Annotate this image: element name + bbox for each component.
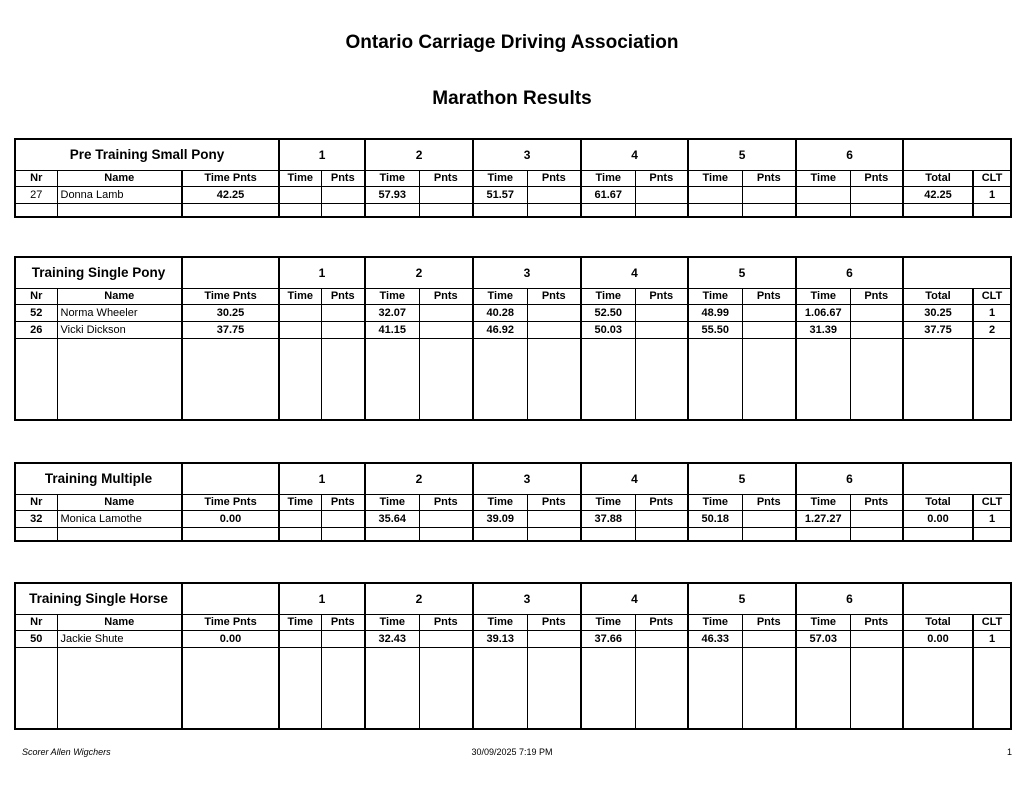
obstacle-6-time: 1.27.27 bbox=[796, 511, 850, 528]
obstacle-1-time bbox=[279, 322, 321, 339]
obstacle-1-pnts bbox=[321, 322, 365, 339]
empty-cell bbox=[527, 528, 581, 542]
obstacle-header-3: 3 bbox=[473, 139, 581, 171]
obstacle-3-time: 51.57 bbox=[473, 187, 527, 204]
col-header-pnts: Pnts bbox=[419, 289, 473, 305]
obstacle-1-time bbox=[279, 305, 321, 322]
class-category-title: Training Multiple bbox=[15, 463, 182, 495]
empty-cell bbox=[182, 528, 279, 542]
entry-total: 0.00 bbox=[903, 511, 973, 528]
col-header-pnts: Pnts bbox=[635, 289, 688, 305]
empty-cell bbox=[903, 648, 973, 730]
empty-cell bbox=[973, 204, 1011, 218]
empty-cell bbox=[796, 528, 850, 542]
col-header-name: Name bbox=[57, 171, 182, 187]
empty-cell bbox=[527, 204, 581, 218]
empty-cell bbox=[15, 648, 57, 730]
class-category-title: Pre Training Small Pony bbox=[15, 139, 279, 171]
entry-name: Vicki Dickson bbox=[57, 322, 182, 339]
obstacle-header-5: 5 bbox=[688, 139, 796, 171]
col-header-time: Time bbox=[688, 495, 742, 511]
obstacle-6-time bbox=[796, 187, 850, 204]
obstacle-3-time: 39.09 bbox=[473, 511, 527, 528]
obstacle-header-3: 3 bbox=[473, 583, 581, 615]
empty-row bbox=[15, 528, 1011, 542]
empty-cell bbox=[365, 204, 419, 218]
empty-cell bbox=[527, 339, 581, 421]
empty-cell bbox=[365, 648, 419, 730]
obstacle-3-time: 39.13 bbox=[473, 631, 527, 648]
col-header-name: Name bbox=[57, 495, 182, 511]
total-group-header bbox=[903, 139, 1011, 171]
obstacle-header-4: 4 bbox=[581, 463, 688, 495]
col-header-time: Time bbox=[473, 171, 527, 187]
empty-cell bbox=[742, 648, 796, 730]
empty-cell bbox=[321, 648, 365, 730]
obstacle-4-time: 61.67 bbox=[581, 187, 635, 204]
col-header-pnts: Pnts bbox=[419, 495, 473, 511]
obstacle-header-5: 5 bbox=[688, 257, 796, 289]
col-header-pnts: Pnts bbox=[742, 289, 796, 305]
obstacle-3-time: 40.28 bbox=[473, 305, 527, 322]
empty-cell bbox=[419, 339, 473, 421]
obstacle-6-time: 31.39 bbox=[796, 322, 850, 339]
page-number: 1 bbox=[1006, 747, 1012, 757]
empty-cell bbox=[182, 204, 279, 218]
empty-cell bbox=[279, 204, 321, 218]
obstacle-6-pnts bbox=[850, 322, 903, 339]
col-header-time: Time bbox=[581, 171, 635, 187]
obstacle-5-pnts bbox=[742, 511, 796, 528]
empty-cell bbox=[182, 648, 279, 730]
obstacle-4-time: 52.50 bbox=[581, 305, 635, 322]
col-header-pnts: Pnts bbox=[419, 171, 473, 187]
obstacle-1-pnts bbox=[321, 511, 365, 528]
obstacle-5-time: 55.50 bbox=[688, 322, 742, 339]
entry-nr: 27 bbox=[15, 187, 57, 204]
obstacle-3-time: 46.92 bbox=[473, 322, 527, 339]
table-row bbox=[15, 305, 1011, 322]
empty-cell bbox=[57, 648, 182, 730]
obstacle-3-pnts bbox=[527, 511, 581, 528]
obstacle-header-3: 3 bbox=[473, 257, 581, 289]
empty-cell bbox=[688, 204, 742, 218]
col-header-time-pnts: Time Pnts bbox=[182, 615, 279, 631]
obstacle-1-time bbox=[279, 631, 321, 648]
obstacle-6-time: 1.06.67 bbox=[796, 305, 850, 322]
obstacle-3-pnts bbox=[527, 631, 581, 648]
empty-cell bbox=[279, 528, 321, 542]
col-header-time-pnts: Time Pnts bbox=[182, 495, 279, 511]
entry-name: Jackie Shute bbox=[57, 631, 182, 648]
results-table bbox=[14, 462, 1012, 542]
empty-cell bbox=[15, 339, 57, 421]
empty-cell bbox=[796, 648, 850, 730]
obstacle-1-pnts bbox=[321, 187, 365, 204]
blank-header-cell bbox=[182, 583, 279, 615]
class-table-pre-training-small-pony bbox=[14, 138, 1010, 218]
col-header-time: Time bbox=[279, 171, 321, 187]
empty-cell bbox=[973, 528, 1011, 542]
empty-cell bbox=[796, 339, 850, 421]
empty-cell bbox=[903, 204, 973, 218]
empty-cell bbox=[321, 339, 365, 421]
col-header-time: Time bbox=[688, 615, 742, 631]
entry-time-pnts: 30.25 bbox=[182, 305, 279, 322]
col-header-time: Time bbox=[365, 615, 419, 631]
results-table bbox=[14, 256, 1012, 421]
obstacle-header-5: 5 bbox=[688, 583, 796, 615]
col-header-total: Total bbox=[903, 615, 973, 631]
results-table bbox=[14, 582, 1012, 730]
empty-cell bbox=[742, 204, 796, 218]
obstacle-2-time: 35.64 bbox=[365, 511, 419, 528]
empty-cell bbox=[742, 339, 796, 421]
empty-cell bbox=[581, 339, 635, 421]
obstacle-header-2: 2 bbox=[365, 257, 473, 289]
empty-cell bbox=[419, 648, 473, 730]
empty-cell bbox=[635, 204, 688, 218]
obstacle-5-pnts bbox=[742, 187, 796, 204]
empty-cell bbox=[473, 528, 527, 542]
obstacle-header-1: 1 bbox=[279, 257, 365, 289]
table-row bbox=[15, 511, 1011, 528]
obstacle-4-time: 37.88 bbox=[581, 511, 635, 528]
obstacle-5-time: 46.33 bbox=[688, 631, 742, 648]
col-header-nr: Nr bbox=[15, 495, 57, 511]
empty-cell bbox=[688, 648, 742, 730]
empty-cell bbox=[635, 648, 688, 730]
obstacle-3-pnts bbox=[527, 322, 581, 339]
empty-cell bbox=[182, 339, 279, 421]
obstacle-1-pnts bbox=[321, 305, 365, 322]
col-header-pnts: Pnts bbox=[635, 495, 688, 511]
col-header-pnts: Pnts bbox=[321, 171, 365, 187]
report-title: Marathon Results bbox=[432, 88, 592, 109]
empty-row bbox=[15, 204, 1011, 218]
obstacle-5-pnts bbox=[742, 322, 796, 339]
empty-row bbox=[15, 648, 1011, 730]
col-header-time: Time bbox=[365, 171, 419, 187]
col-header-time: Time bbox=[279, 615, 321, 631]
entry-nr: 26 bbox=[15, 322, 57, 339]
col-header-time: Time bbox=[365, 289, 419, 305]
col-header-clt: CLT bbox=[973, 615, 1011, 631]
empty-cell bbox=[57, 204, 182, 218]
entry-total: 37.75 bbox=[903, 322, 973, 339]
table-row bbox=[15, 187, 1011, 204]
obstacle-header-1: 1 bbox=[279, 139, 365, 171]
empty-cell bbox=[850, 648, 903, 730]
col-header-pnts: Pnts bbox=[850, 615, 903, 631]
obstacle-header-4: 4 bbox=[581, 139, 688, 171]
empty-cell bbox=[581, 648, 635, 730]
col-header-pnts: Pnts bbox=[527, 615, 581, 631]
empty-cell bbox=[527, 648, 581, 730]
col-header-pnts: Pnts bbox=[527, 289, 581, 305]
empty-cell bbox=[419, 528, 473, 542]
obstacle-6-pnts bbox=[850, 631, 903, 648]
entry-name: Norma Wheeler bbox=[57, 305, 182, 322]
col-header-time: Time bbox=[581, 615, 635, 631]
class-category-title: Training Single Pony bbox=[15, 257, 182, 289]
obstacle-header-4: 4 bbox=[581, 583, 688, 615]
empty-cell bbox=[903, 339, 973, 421]
empty-cell bbox=[279, 648, 321, 730]
obstacle-2-pnts bbox=[419, 631, 473, 648]
results-table bbox=[14, 138, 1012, 218]
col-header-time-pnts: Time Pnts bbox=[182, 289, 279, 305]
empty-cell bbox=[321, 204, 365, 218]
col-header-name: Name bbox=[57, 289, 182, 305]
obstacle-1-time bbox=[279, 187, 321, 204]
col-header-time: Time bbox=[473, 289, 527, 305]
obstacle-header-1: 1 bbox=[279, 463, 365, 495]
entry-clt: 1 bbox=[973, 511, 1011, 528]
col-header-pnts: Pnts bbox=[742, 615, 796, 631]
empty-cell bbox=[279, 339, 321, 421]
empty-cell bbox=[15, 528, 57, 542]
col-header-name: Name bbox=[57, 615, 182, 631]
entry-clt: 1 bbox=[973, 305, 1011, 322]
empty-cell bbox=[850, 204, 903, 218]
class-category-title: Training Single Horse bbox=[15, 583, 182, 615]
empty-row bbox=[15, 339, 1011, 421]
col-header-time: Time bbox=[279, 289, 321, 305]
empty-cell bbox=[635, 528, 688, 542]
entry-clt: 1 bbox=[973, 187, 1011, 204]
col-header-clt: CLT bbox=[973, 495, 1011, 511]
empty-cell bbox=[419, 204, 473, 218]
col-header-time: Time bbox=[688, 171, 742, 187]
col-header-time: Time bbox=[581, 495, 635, 511]
col-header-time-pnts: Time Pnts bbox=[182, 171, 279, 187]
obstacle-header-2: 2 bbox=[365, 583, 473, 615]
empty-cell bbox=[365, 528, 419, 542]
empty-cell bbox=[850, 339, 903, 421]
entry-time-pnts: 0.00 bbox=[182, 511, 279, 528]
obstacle-1-time bbox=[279, 511, 321, 528]
col-header-pnts: Pnts bbox=[635, 615, 688, 631]
entry-clt: 2 bbox=[973, 322, 1011, 339]
entry-time-pnts: 42.25 bbox=[182, 187, 279, 204]
col-header-total: Total bbox=[903, 289, 973, 305]
obstacle-4-pnts bbox=[635, 511, 688, 528]
col-header-pnts: Pnts bbox=[527, 495, 581, 511]
empty-cell bbox=[688, 339, 742, 421]
entry-nr: 50 bbox=[15, 631, 57, 648]
col-header-nr: Nr bbox=[15, 171, 57, 187]
obstacle-6-pnts bbox=[850, 187, 903, 204]
empty-cell bbox=[473, 339, 527, 421]
class-table-training-multiple bbox=[14, 462, 1010, 542]
entry-total: 30.25 bbox=[903, 305, 973, 322]
obstacle-2-time: 32.07 bbox=[365, 305, 419, 322]
empty-cell bbox=[473, 648, 527, 730]
obstacle-3-pnts bbox=[527, 305, 581, 322]
obstacle-header-6: 6 bbox=[796, 257, 903, 289]
entry-total: 42.25 bbox=[903, 187, 973, 204]
obstacle-2-time: 57.93 bbox=[365, 187, 419, 204]
entry-name: Donna Lamb bbox=[57, 187, 182, 204]
entry-nr: 52 bbox=[15, 305, 57, 322]
entry-time-pnts: 37.75 bbox=[182, 322, 279, 339]
obstacle-4-pnts bbox=[635, 322, 688, 339]
col-header-clt: CLT bbox=[973, 171, 1011, 187]
obstacle-5-pnts bbox=[742, 305, 796, 322]
col-header-total: Total bbox=[903, 495, 973, 511]
table-row bbox=[15, 631, 1011, 648]
empty-cell bbox=[850, 528, 903, 542]
total-group-header bbox=[903, 257, 1011, 289]
obstacle-3-pnts bbox=[527, 187, 581, 204]
empty-cell bbox=[365, 339, 419, 421]
obstacle-header-4: 4 bbox=[581, 257, 688, 289]
entry-total: 0.00 bbox=[903, 631, 973, 648]
obstacle-header-6: 6 bbox=[796, 463, 903, 495]
obstacle-4-pnts bbox=[635, 305, 688, 322]
entry-time-pnts: 0.00 bbox=[182, 631, 279, 648]
col-header-pnts: Pnts bbox=[527, 171, 581, 187]
col-header-pnts: Pnts bbox=[742, 495, 796, 511]
col-header-pnts: Pnts bbox=[850, 289, 903, 305]
col-header-time: Time bbox=[581, 289, 635, 305]
obstacle-2-pnts bbox=[419, 187, 473, 204]
blank-header-cell bbox=[182, 463, 279, 495]
empty-cell bbox=[15, 204, 57, 218]
empty-cell bbox=[581, 204, 635, 218]
empty-cell bbox=[973, 648, 1011, 730]
col-header-nr: Nr bbox=[15, 289, 57, 305]
col-header-time: Time bbox=[279, 495, 321, 511]
obstacle-2-time: 32.43 bbox=[365, 631, 419, 648]
table-row bbox=[15, 322, 1011, 339]
obstacle-5-time: 50.18 bbox=[688, 511, 742, 528]
entry-name: Monica Lamothe bbox=[57, 511, 182, 528]
obstacle-5-pnts bbox=[742, 631, 796, 648]
obstacle-header-2: 2 bbox=[365, 463, 473, 495]
col-header-pnts: Pnts bbox=[850, 171, 903, 187]
class-table-training-single-horse bbox=[14, 582, 1010, 730]
col-header-pnts: Pnts bbox=[321, 289, 365, 305]
entry-nr: 32 bbox=[15, 511, 57, 528]
empty-cell bbox=[742, 528, 796, 542]
col-header-time: Time bbox=[473, 615, 527, 631]
col-header-time: Time bbox=[473, 495, 527, 511]
obstacle-2-pnts bbox=[419, 322, 473, 339]
entry-clt: 1 bbox=[973, 631, 1011, 648]
obstacle-header-5: 5 bbox=[688, 463, 796, 495]
col-header-pnts: Pnts bbox=[850, 495, 903, 511]
obstacle-header-1: 1 bbox=[279, 583, 365, 615]
print-timestamp: 30/09/2025 7:19 PM bbox=[471, 747, 553, 757]
total-group-header bbox=[903, 463, 1011, 495]
obstacle-1-pnts bbox=[321, 631, 365, 648]
empty-cell bbox=[57, 528, 182, 542]
obstacle-4-pnts bbox=[635, 631, 688, 648]
obstacle-4-pnts bbox=[635, 187, 688, 204]
empty-cell bbox=[581, 528, 635, 542]
empty-cell bbox=[688, 528, 742, 542]
col-header-nr: Nr bbox=[15, 615, 57, 631]
col-header-time: Time bbox=[796, 495, 850, 511]
empty-cell bbox=[973, 339, 1011, 421]
obstacle-6-time: 57.03 bbox=[796, 631, 850, 648]
col-header-pnts: Pnts bbox=[635, 171, 688, 187]
total-group-header bbox=[903, 583, 1011, 615]
empty-cell bbox=[321, 528, 365, 542]
col-header-time: Time bbox=[796, 171, 850, 187]
obstacle-header-2: 2 bbox=[365, 139, 473, 171]
obstacle-6-pnts bbox=[850, 305, 903, 322]
scorer-label: Scorer Allen Wigchers bbox=[22, 747, 111, 757]
obstacle-4-time: 37.66 bbox=[581, 631, 635, 648]
blank-header-cell bbox=[182, 257, 279, 289]
empty-cell bbox=[903, 528, 973, 542]
col-header-pnts: Pnts bbox=[321, 615, 365, 631]
obstacle-header-3: 3 bbox=[473, 463, 581, 495]
org-title: Ontario Carriage Driving Association bbox=[345, 32, 679, 53]
obstacle-2-pnts bbox=[419, 511, 473, 528]
col-header-pnts: Pnts bbox=[321, 495, 365, 511]
obstacle-header-6: 6 bbox=[796, 583, 903, 615]
obstacle-2-pnts bbox=[419, 305, 473, 322]
obstacle-5-time: 48.99 bbox=[688, 305, 742, 322]
col-header-time: Time bbox=[796, 289, 850, 305]
empty-cell bbox=[635, 339, 688, 421]
obstacle-header-6: 6 bbox=[796, 139, 903, 171]
col-header-pnts: Pnts bbox=[419, 615, 473, 631]
col-header-time: Time bbox=[796, 615, 850, 631]
col-header-time: Time bbox=[365, 495, 419, 511]
empty-cell bbox=[473, 204, 527, 218]
obstacle-6-pnts bbox=[850, 511, 903, 528]
class-table-training-single-pony bbox=[14, 256, 1010, 421]
col-header-total: Total bbox=[903, 171, 973, 187]
col-header-time: Time bbox=[688, 289, 742, 305]
col-header-pnts: Pnts bbox=[742, 171, 796, 187]
obstacle-5-time bbox=[688, 187, 742, 204]
col-header-clt: CLT bbox=[973, 289, 1011, 305]
obstacle-4-time: 50.03 bbox=[581, 322, 635, 339]
empty-cell bbox=[796, 204, 850, 218]
obstacle-2-time: 41.15 bbox=[365, 322, 419, 339]
empty-cell bbox=[57, 339, 182, 421]
